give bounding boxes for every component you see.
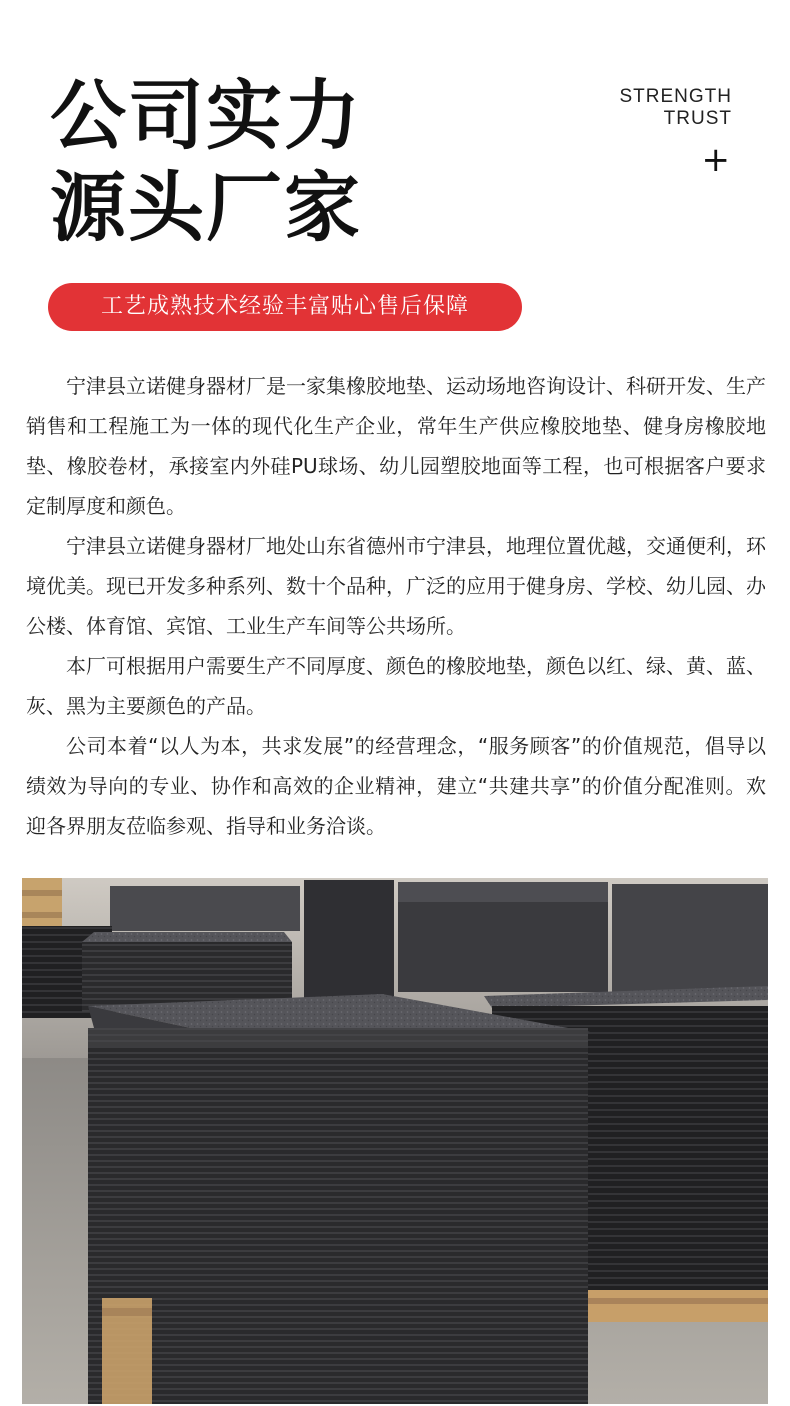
english-tagline-trust: TRUST (663, 108, 732, 129)
company-description (26, 366, 766, 846)
page-title-line-1: 公司实力 (50, 71, 362, 160)
paragraph-products: 本厂可根据用户需要生产不同厚度、颜色的橡胶地垫，颜色以红、绿、黄、蓝、灰、黑为主要颜色的产品。 (26, 654, 766, 718)
paragraph-philosophy: 公司本着“以人为本，共求发展”的经营理念，“服务顾客”的价值规范，倡导以绩效为导向的专业、协作和高效的企业精神，建立“共建共享”的价值分配准则。欢迎各界朋友莅临参观、指导和业务洽谈。 (26, 734, 766, 838)
paragraph-location: 宁津县立诺健身器材厂地处山东省德州市宁津县，地理位置优越，交通便利，环境优美。现已开发多种系列、数十个品种，广泛的应用于健身房、学校、幼儿园、办公楼、体育馆、宾馆、工业生产车间等公共场所。 (26, 534, 766, 638)
page-title-line-2: 源头厂家 (50, 163, 362, 252)
plus-icon: + (701, 140, 730, 180)
product-photo (22, 878, 768, 1404)
paragraph-intro: 宁津县立诺健身器材厂是一家集橡胶地垫、运动场地咨询设计、科研开发、生产销售和工程施工为一体的现代化生产企业，常年生产供应橡胶地垫、健身房橡胶地垫、橡胶卷材，承接室内外硅PU球场、幼儿园塑胶地面等工程，也可根据客户要求定制厚度和颜色。 (26, 374, 766, 518)
rubber-mats-illustration (22, 878, 768, 1404)
english-tagline-strength: STRENGTH (619, 86, 732, 107)
feature-banner: 工艺成熟技术经验丰富贴心售后保障 (48, 283, 522, 331)
